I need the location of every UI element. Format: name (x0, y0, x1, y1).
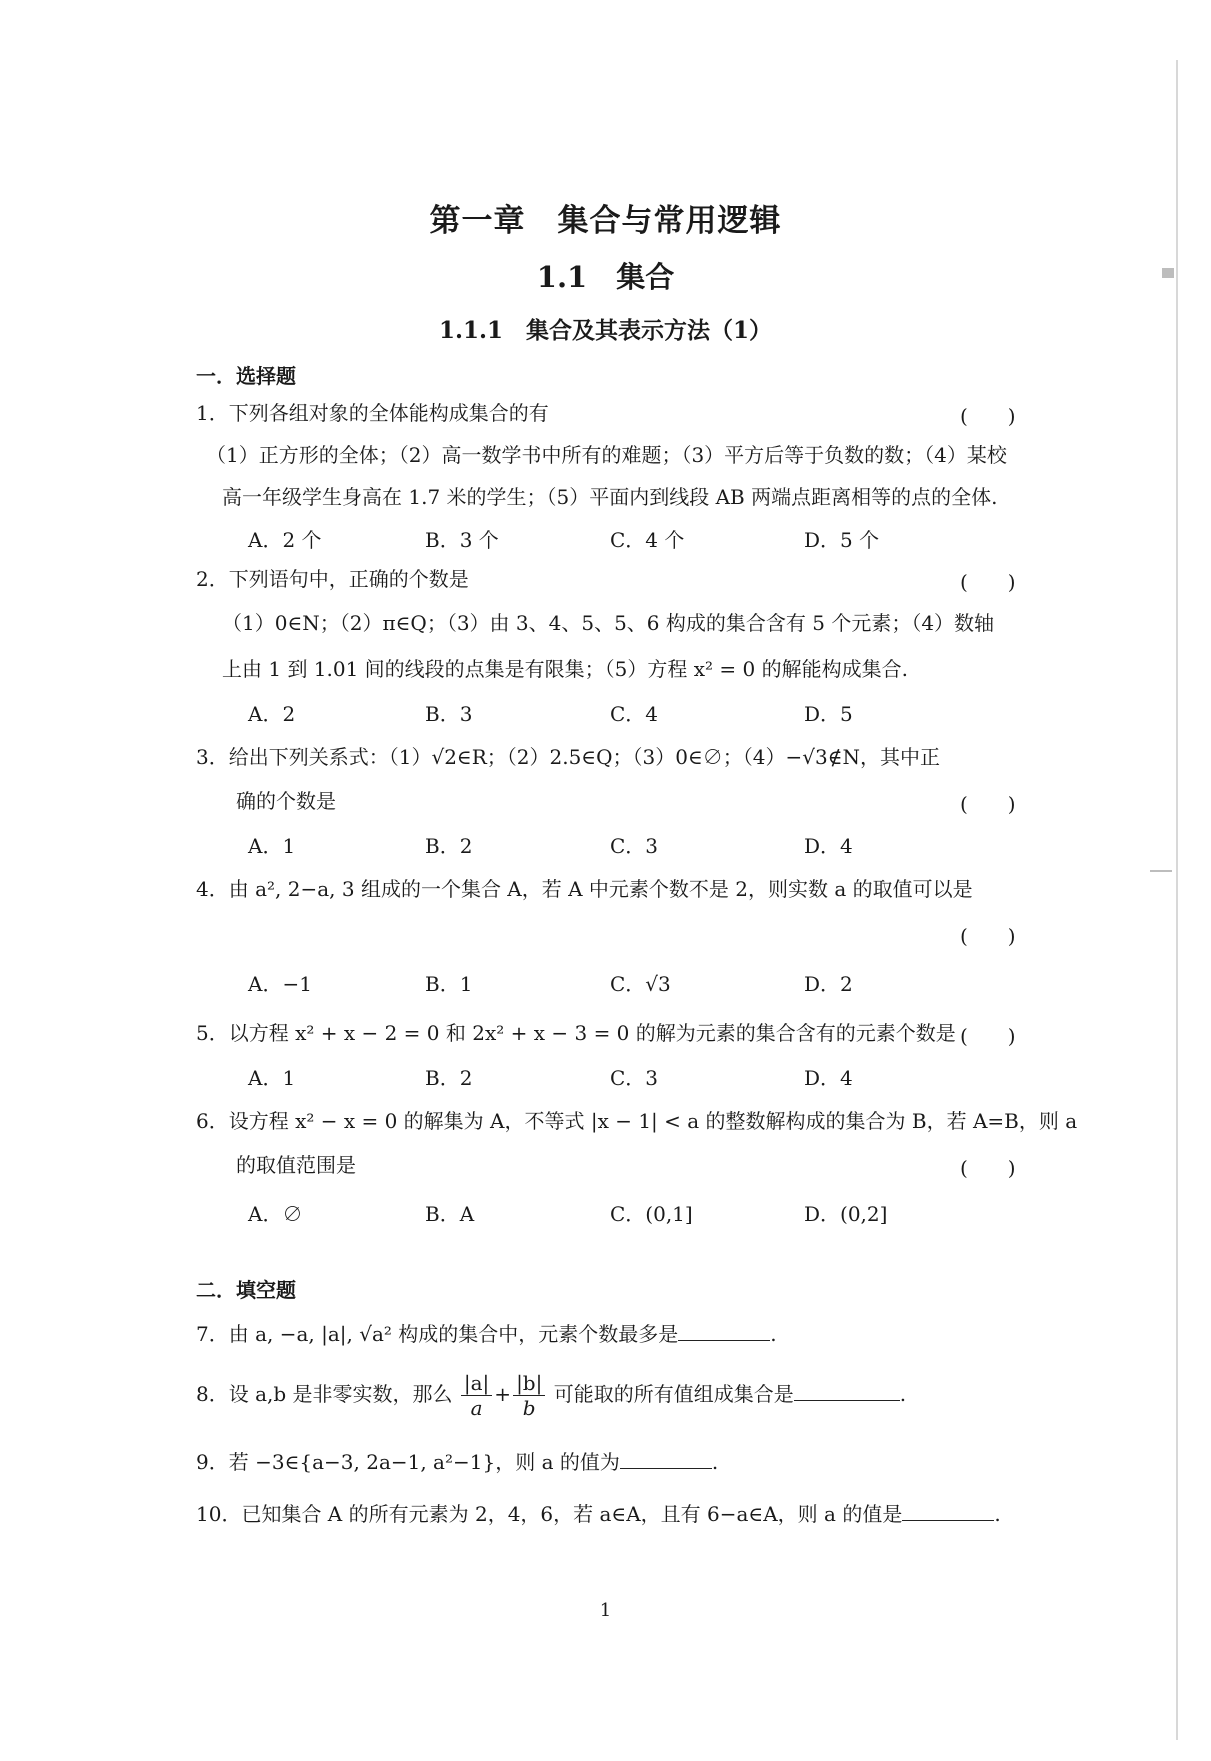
part2-heading: 二．填空题 (196, 1278, 296, 1302)
q3-option-a[interactable]: A．1 (248, 834, 296, 858)
q1-option-d[interactable]: D．5 个 (804, 528, 880, 552)
q1-line2: （1）正方形的全体；（2）高一数学书中所有的难题；（3）平方后等于负数的数；（4）某校 (206, 443, 1007, 467)
q8-fraction-b (513, 1371, 545, 1420)
q5-option-d[interactable]: D．4 (804, 1066, 853, 1090)
q2-line3: 上由 1 到 1.01 间的线段的点集是有限集；（5）方程 x² = 0 的解能构成集合. (222, 657, 908, 681)
q6-option-b[interactable]: B．A (425, 1202, 475, 1226)
q7-text: 7．由 a, −a, |a|, √a² 构成的集合中，元素个数最多是 (196, 1322, 679, 1346)
q1-options (248, 524, 1048, 552)
q9-period: . (711, 1450, 719, 1474)
q9 (196, 1448, 718, 1475)
q2-option-b[interactable]: B．3 (425, 702, 473, 726)
page-number: 1 (599, 1600, 612, 1621)
q6-option-a[interactable]: A．∅ (248, 1202, 303, 1226)
q2-option-c[interactable]: C．4 (610, 702, 659, 726)
q8-frac2-num: |b| (513, 1371, 545, 1396)
q2-stem: 2．下列语句中，正确的个数是 (196, 567, 469, 591)
q10 (196, 1500, 1001, 1527)
q2-option-d[interactable]: D．5 (804, 702, 853, 726)
q6-options (248, 1198, 1048, 1226)
q5-option-a[interactable]: A．1 (248, 1066, 296, 1090)
q2-answer-paren: ( ) (960, 570, 1016, 594)
q9-text: 9．若 −3∈{a−3, 2a−1, a²−1}，则 a 的值为 (196, 1450, 620, 1474)
q10-answer-blank[interactable] (902, 1500, 994, 1521)
q3-option-b[interactable]: B．2 (425, 834, 473, 858)
q5-stem: 5．以方程 x² + x − 2 = 0 和 2x² + x − 3 = 0 的解为元素的集合含有的元素个数是 (196, 1021, 956, 1045)
part1-heading: 一．选择题 (196, 364, 296, 388)
q4-option-d[interactable]: D．2 (804, 972, 853, 996)
q8-plus: + (494, 1382, 512, 1406)
q7-answer-blank[interactable] (678, 1320, 770, 1341)
q5-options (248, 1062, 1048, 1090)
q1-option-a[interactable]: A．2 个 (248, 528, 322, 552)
q8-period: . (899, 1382, 907, 1406)
chapter-title: 第一章 集合与常用逻辑 (429, 203, 782, 239)
q6-stem: 6．设方程 x² − x = 0 的解集为 A，不等式 |x − 1| < a 的整数解构成的集合为 B，若 A=B，则 a (196, 1109, 1078, 1133)
q4-option-a[interactable]: A．−1 (248, 972, 312, 996)
q4-stem: 4．由 a², 2−a, 3 组成的一个集合 A，若 A 中元素个数不是 2，则实数 a 的取值可以是 (196, 877, 973, 901)
q6-line2: 的取值范围是 (236, 1153, 356, 1177)
q6-option-c[interactable]: C．(0,1] (610, 1202, 693, 1226)
q10-period: . (994, 1502, 1001, 1526)
q4-option-b[interactable]: B．1 (425, 972, 473, 996)
q1-stem: 1．下列各组对象的全体能构成集合的有 (196, 401, 549, 425)
q10-text: 10．已知集合 A 的所有元素为 2，4，6，若 a∈A，且有 6−a∈A，则 a 的值是 (196, 1502, 903, 1526)
q6-answer-paren: ( ) (960, 1156, 1016, 1180)
q8 (196, 1368, 906, 1420)
q8-frac1-num: |a| (461, 1371, 492, 1396)
q8-answer-blank[interactable] (794, 1380, 900, 1401)
q1-option-c[interactable]: C．4 个 (610, 528, 685, 552)
q1-answer-paren: ( ) (960, 404, 1016, 428)
q8-fraction-a (461, 1371, 492, 1420)
section-title: 1.1 集合 (536, 260, 675, 294)
scan-edge-mark (1150, 870, 1172, 872)
q4-option-c[interactable]: C．√3 (610, 972, 671, 996)
q5-answer-paren: ( ) (960, 1024, 1016, 1048)
q8-frac2-den: b (522, 1396, 536, 1420)
q3-options (248, 830, 1048, 858)
q3-answer-paren: ( ) (960, 792, 1016, 816)
q8-pre: 8．设 a,b 是非零实数，那么 (196, 1382, 453, 1406)
q4-answer-paren: ( ) (960, 924, 1016, 948)
q1-option-b[interactable]: B．3 个 (425, 528, 499, 552)
q2-line2: （1）0∈N；（2）π∈Q；（3）由 3、4、5、5、6 构成的集合含有 5 个元素；（4）数轴 (222, 611, 995, 635)
q9-answer-blank[interactable] (620, 1448, 712, 1469)
q3-option-c[interactable]: C．3 (610, 834, 659, 858)
q7 (196, 1320, 777, 1347)
q4-options (248, 968, 1048, 996)
q5-option-b[interactable]: B．2 (425, 1066, 473, 1090)
q3-option-d[interactable]: D．4 (804, 834, 853, 858)
q3-stem: 3．给出下列关系式：（1）√2∈R；（2）2.5∈Q；（3）0∈∅；（4）−√3∉N，其中正 (196, 745, 941, 769)
q1-line3: 高一年级学生身高在 1.7 米的学生；（5）平面内到线段 AB 两端点距离相等的点的全体. (222, 485, 998, 509)
q7-period: . (770, 1322, 777, 1346)
subsection-title: 1.1.1 集合及其表示方法（1） (438, 317, 773, 344)
q6-option-d[interactable]: D．(0,2] (804, 1202, 888, 1226)
q2-options (248, 698, 1048, 726)
q3-line2: 确的个数是 (236, 789, 336, 813)
q2-option-a[interactable]: A．2 (248, 702, 296, 726)
q8-frac1-den: a (470, 1396, 483, 1420)
q5-option-c[interactable]: C．3 (610, 1066, 659, 1090)
q8-post: 可能取的所有值组成集合是 (553, 1382, 794, 1406)
